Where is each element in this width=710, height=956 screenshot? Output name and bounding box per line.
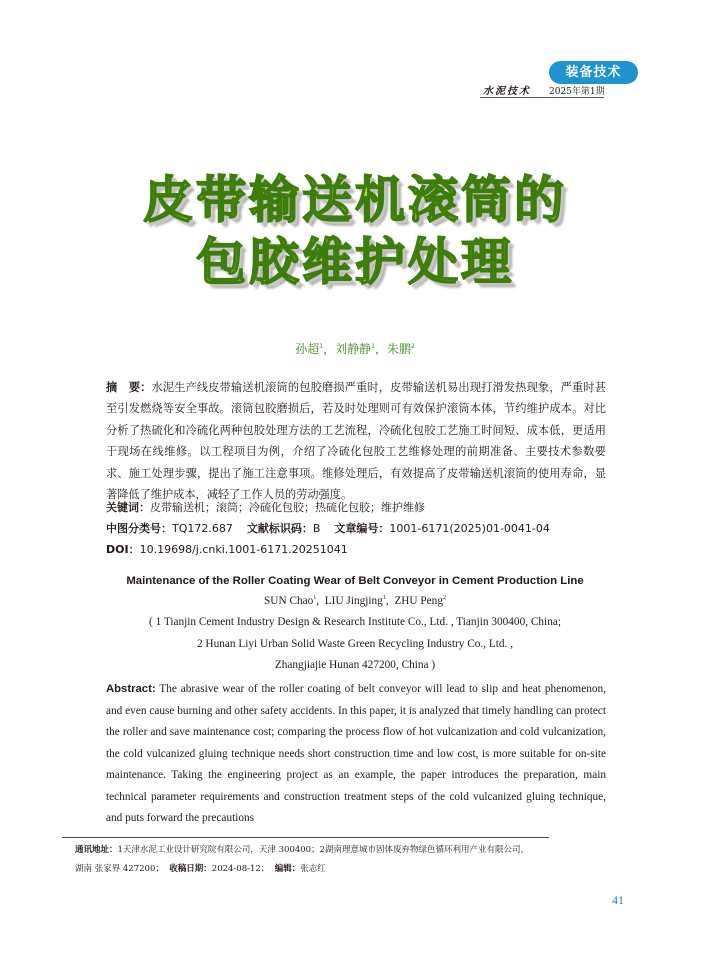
authors-cn: 孙超$^1$，刘静静$^1$，朱鹏$^2$ xyxy=(295,342,415,356)
section-badge: 装备技术 xyxy=(549,61,638,84)
english-affiliation-2: 2 Hunan Liyi Urban Solid Waste Green Recycling Industry Co., Ltd. , xyxy=(196,638,514,650)
author-3: 朱鹏 xyxy=(386,342,411,356)
article-title-line1: 皮带输送机滚筒的 xyxy=(143,171,567,229)
footnote-address: 通讯地址：1天津水泥工业设计研究院有限公司，天津 300400；2湖南理意城市固体废弃物绿色循环利用产业有限公司， xyxy=(75,845,529,855)
editor-name: 张志红 xyxy=(300,864,326,874)
clc-value: TQ172.687 xyxy=(172,522,233,535)
received-date-label: 收稿日期： xyxy=(169,864,212,874)
english-authors: SUN Chao$^1$, LIU Jingjing$^1$, ZHU Peng$^2$ xyxy=(264,595,446,607)
article-no-value: 1001-6171(2025)01-0041-04 xyxy=(389,522,550,535)
abstract-en xyxy=(106,679,606,830)
doi-line xyxy=(106,541,348,557)
footnote-dates: 湖南 张家界 427200； 收稿日期：2024-08-12； 编辑：张志红 xyxy=(75,864,326,874)
doc-code-label: 文献标识码： xyxy=(246,522,313,535)
clc-label: 中图分类号： xyxy=(106,522,172,535)
journal-name: 水泥技术 xyxy=(483,86,531,97)
abstract-cn-label: 摘 要： xyxy=(106,381,152,394)
author-2: 刘静静 xyxy=(335,342,372,356)
doc-code-value: B xyxy=(312,522,321,535)
keywords-cn xyxy=(106,499,425,515)
page-number: 41 xyxy=(612,893,624,907)
classification-line xyxy=(106,520,550,536)
english-affiliation-3: Zhangjiajie Hunan 427200, China ) xyxy=(274,659,436,671)
author-1: 孙超 xyxy=(295,342,320,356)
footnote-rule xyxy=(62,837,549,838)
article-no-label: 文章编号： xyxy=(334,522,390,535)
abstract-cn-text: 水泥生产线皮带输送机滚筒的包胶磨损严重时，皮带输送机易出现打滑发热现象，严重时甚至引发燃烧等安全事故。滚筒包胶磨损后，若及时处理则可有效保护滚筒本体，节约维护成本。对比分析了热硫化和冷硫化两种包胶处理方法的工艺流程，冷硫化包胶工艺施工时间短、成本低，更适用于现场在线维修。以工程项目为例，介绍了冷硫化包胶工艺维修处理的前期准备、主要技术参数要求、施工处理步骤，提出了施工注意事项。维修处理后，有效提高了皮带输送机滚筒的使用寿命，显著降低了维护成本，减轻了工作人员的劳动强度。 xyxy=(106,381,606,502)
keywords-text: 皮带输送机；滚筒；冷硫化包胶；热硫化包胶；维护维修 xyxy=(150,501,425,514)
english-title: Maintenance of the Roller Coating Wear of Belt Conveyor in Cement Production Line xyxy=(126,575,584,587)
header-rule xyxy=(480,97,604,98)
issue-label: 2025年第1期 xyxy=(549,87,605,97)
abstract-cn xyxy=(106,377,606,505)
keywords-label: 关键词： xyxy=(106,501,150,514)
doi-label: DOI： xyxy=(106,543,140,556)
abstract-en-text: The abrasive wear of the roller coating of belt conveyor will lead to slip and heat phenomenon, and even cause burning and other safety accidents. In this paper, it is analyzed that timely handling can protect the roller and save maintenance cost; comparing the process flow of hot vulcanization and cold vulcanization, the cold vulcanized gluing technique needs short construction time and low cost, is more suitable for on-site maintenance. Taking the engineering project as an example, the paper introduces the preparation, main technical parameter requirements and construction treatment steps of the cold vulcanized gluing technique, and puts forward the precautions xyxy=(106,683,606,824)
english-affiliation-1: ( 1 Tianjin Cement Industry Design & Research Institute Co., Ltd. , Tianjin 300400, China; xyxy=(148,616,561,628)
article-title-line2: 包胶维护处理 xyxy=(196,233,514,291)
editor-label: 编辑： xyxy=(274,864,301,874)
doi-value: 10.19698/j.cnki.1001-6171.20251041 xyxy=(139,543,348,556)
abstract-en-label: Abstract: xyxy=(106,683,156,695)
received-date: 2024-08-12； xyxy=(211,864,270,874)
